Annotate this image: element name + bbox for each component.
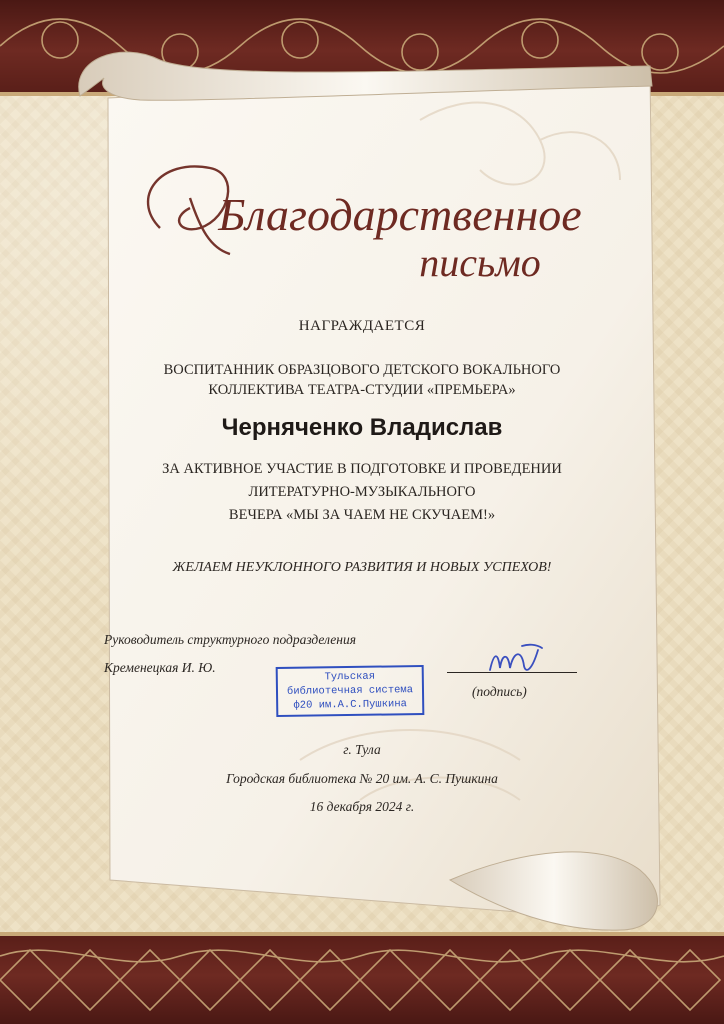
recipient-name: Черняченко Владислав [221, 414, 503, 441]
reason-line3: ВЕЧЕРА «МЫ ЗА ЧАЕМ НЕ СКУЧАЕМ!» [228, 507, 496, 523]
reason-line1: ЗА АКТИВНОЕ УЧАСТИЕ В ПОДГОТОВКЕ И ПРОВЕДЕНИИ [162, 461, 562, 477]
letter-title [120, 158, 640, 288]
stamp-line2: библиотечная система [286, 684, 414, 698]
handwritten-signature [482, 640, 552, 680]
recipient-description-line2: КОЛЛЕКТИВА ТЕАТРА-СТУДИИ «ПРЕМЬЕРА» [208, 382, 516, 398]
leader-title: Руководитель структурного подразделения [104, 632, 357, 647]
letter-title-line1: Благодарственное [218, 189, 582, 240]
recipient-description-line1: ВОСПИТАННИК ОБРАЗЦОВОГО ДЕТСКОГО ВОКАЛЬНОГО [163, 362, 561, 378]
signature-line [447, 672, 577, 673]
signature-label: (подпись) [472, 684, 527, 699]
stamp-line3: ф20 им.А.С.Пушкина [293, 698, 407, 712]
city-text: г. Тула [343, 742, 381, 757]
library-name: Городская библиотека № 20 им. А. С. Пушкина [226, 771, 498, 786]
stamp-line1: Тульская [324, 670, 376, 684]
library-stamp [276, 665, 425, 717]
wish-text: ЖЕЛАЕМ НЕУКЛОННОГО РАЗВИТИЯ И НОВЫХ УСПЕХОВ! [172, 560, 552, 575]
letter-title-line2: письмо [419, 240, 541, 285]
leader-name: Кременецкая И. Ю. [104, 660, 216, 675]
reason-line2: ЛИТЕРАТУРНО-МУЗЫКАЛЬНОГО [248, 484, 476, 500]
awarded-label: НАГРАЖДАЕТСЯ [298, 318, 426, 334]
issue-date: 16 декабря 2024 г. [309, 799, 415, 814]
